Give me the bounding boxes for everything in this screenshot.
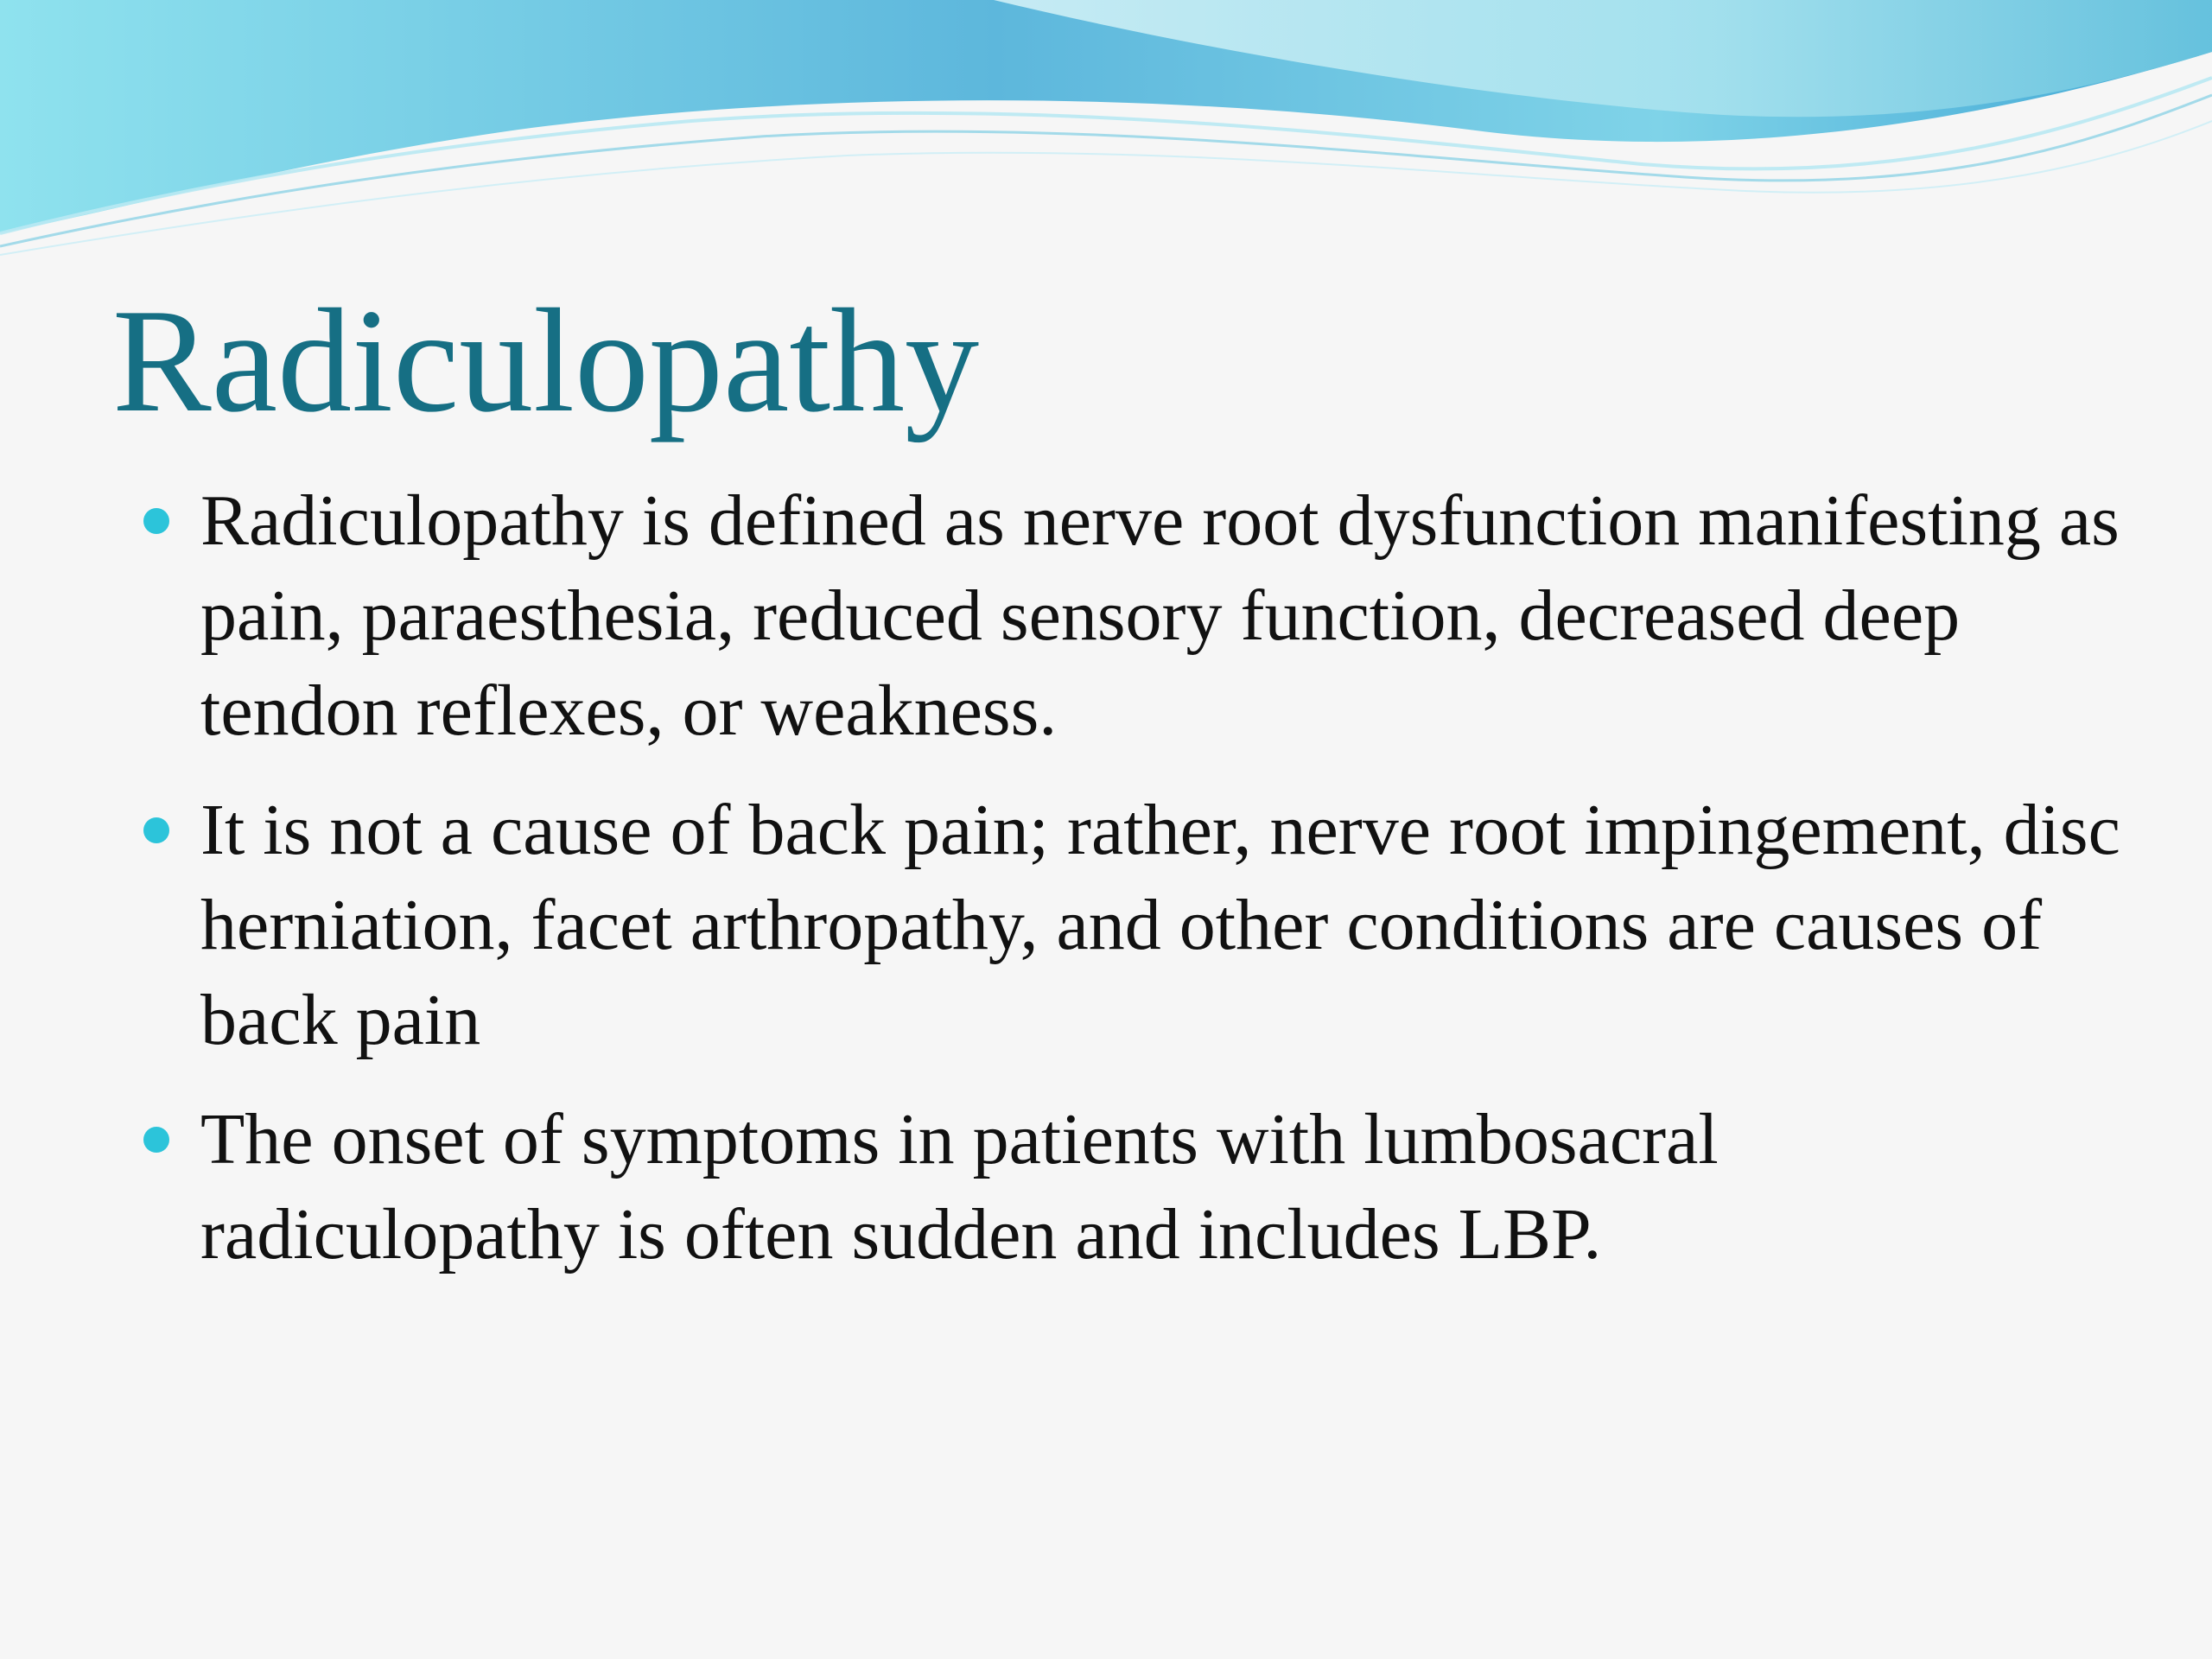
bullet-text: Radiculopathy is defined as nerve root dysfunction manifesting as pain, paraesthesia, reduced sensory function, decreased deep tendon reflexes, or weakness. [200,480,2120,751]
bullet-dot-icon [143,1127,169,1153]
slide-title: Radiculopathy [112,279,980,443]
bullet-item [138,783,2126,1068]
header-wave-decoration [0,0,2212,259]
bullet-item [138,1092,2126,1282]
bullet-text: It is not a cause of back pain; rather, nerve root impingement, disc herniation, facet arthropathy, and other conditions are causes of back pain [200,790,2120,1060]
bullet-dot-icon [143,508,169,534]
bullet-list [138,474,2126,1306]
bullet-dot-icon [143,817,169,843]
bullet-item [138,474,2126,759]
bullet-text: The onset of symptoms in patients with lumbosacral radiculopathy is often sudden and includes LBP. [200,1099,1719,1274]
